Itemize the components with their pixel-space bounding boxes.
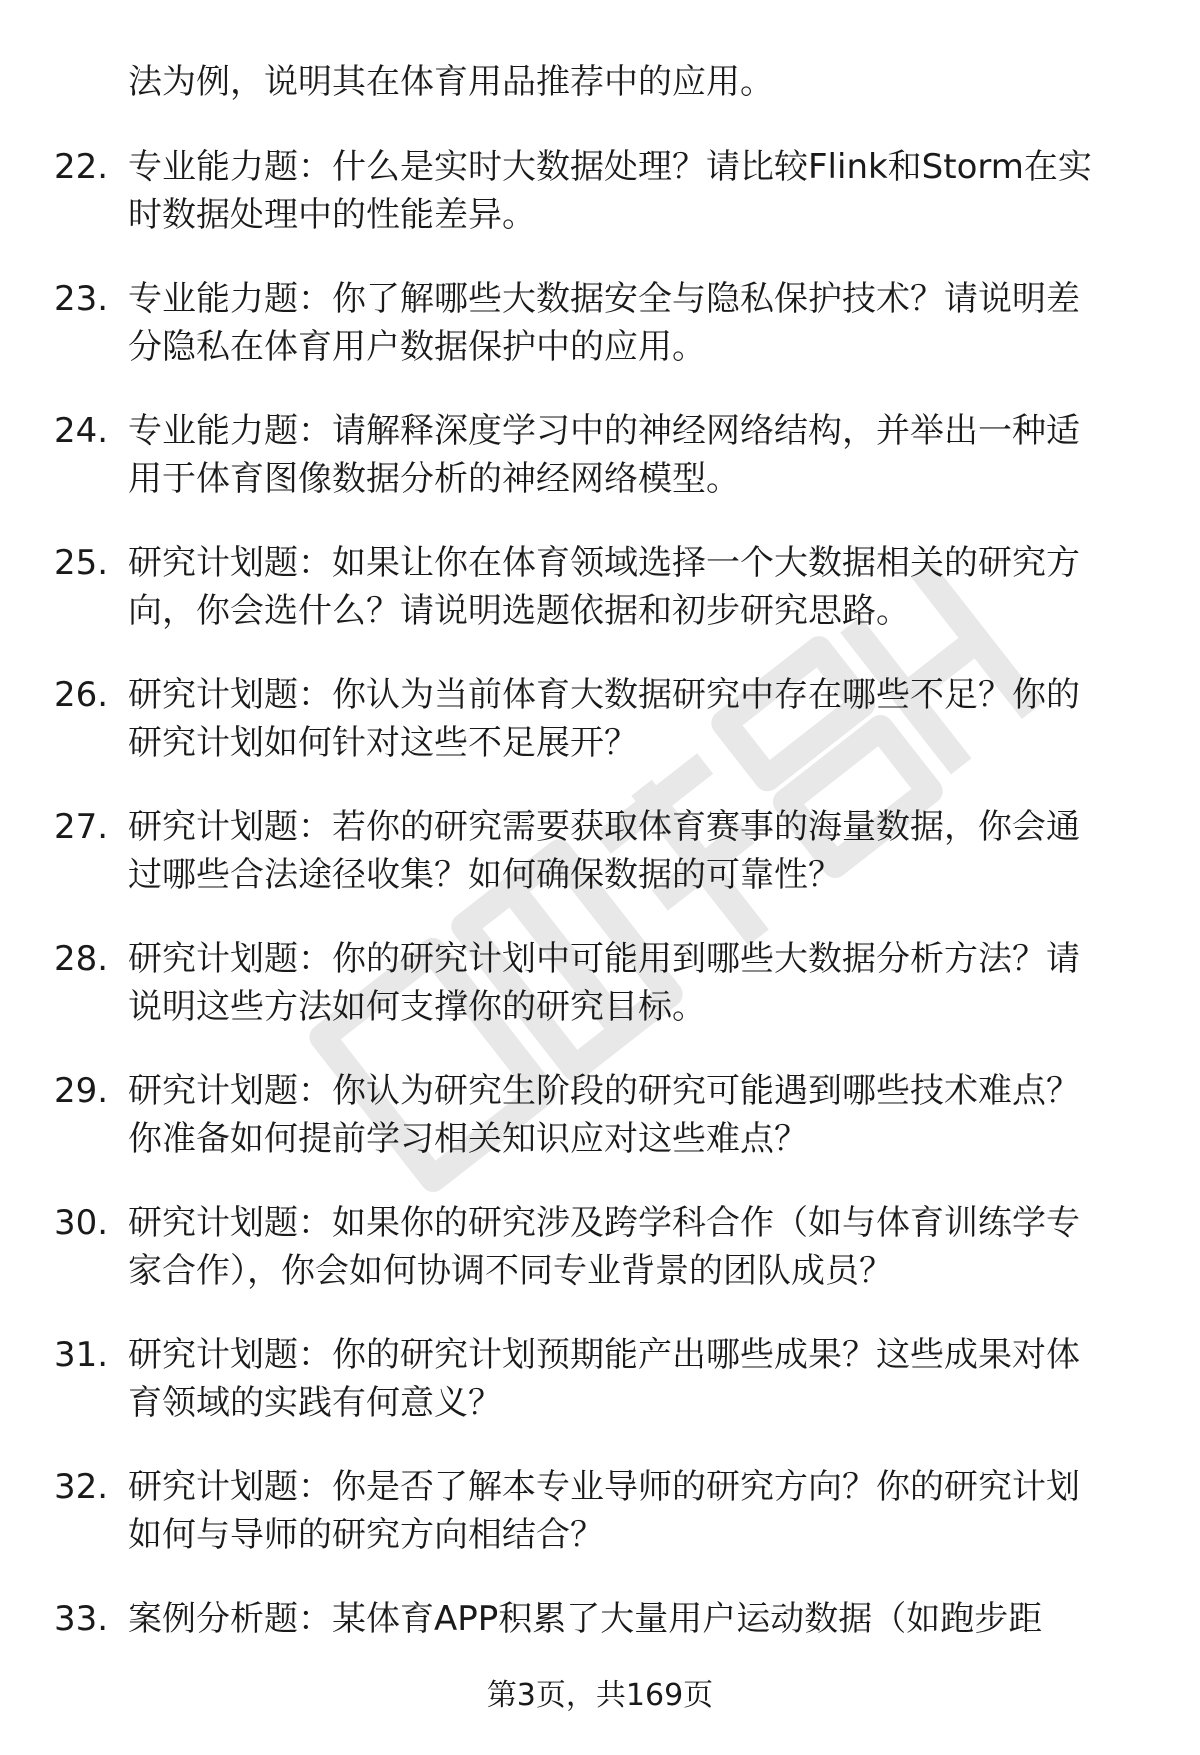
question-number: 31. — [54, 1335, 109, 1375]
question-item — [0, 1199, 1200, 1295]
question-text — [128, 407, 1138, 503]
question-text — [128, 275, 1138, 371]
question-text — [128, 1067, 1138, 1163]
question-item — [0, 539, 1200, 635]
question-text-line: 分隐私在体育用户数据保护中的应用。 — [128, 327, 706, 367]
question-item — [0, 1463, 1200, 1559]
question-text-line: 研究计划题：如果你的研究涉及跨学科合作（如与体育训练学专 — [128, 1203, 1080, 1243]
question-text-line: 说明这些方法如何支撑你的研究目标。 — [128, 987, 706, 1027]
question-text-line: 研究计划题：如果让你在体育领域选择一个大数据相关的研究方 — [128, 543, 1080, 583]
question-number: 32. — [54, 1467, 109, 1507]
question-text-line: 研究计划题：你认为研究生阶段的研究可能遇到哪些技术难点？ — [128, 1071, 1080, 1111]
question-text — [128, 803, 1138, 899]
question-text-line: 用于体育图像数据分析的神经网络模型。 — [128, 459, 740, 499]
question-item — [0, 1331, 1200, 1427]
question-text-line: 如何与导师的研究方向相结合？ — [128, 1515, 604, 1555]
question-number: 27. — [54, 807, 109, 847]
question-text-line: 你准备如何提前学习相关知识应对这些难点？ — [128, 1119, 808, 1159]
question-text-line: 时数据处理中的性能差异。 — [128, 195, 536, 235]
question-text — [128, 671, 1138, 767]
question-text-line: 育领域的实践有何意义？ — [128, 1383, 502, 1423]
question-text-line: 专业能力题：请解释深度学习中的神经网络结构，并举出一种适 — [128, 411, 1080, 451]
question-text-line: 研究计划题：你的研究计划预期能产出哪些成果？这些成果对体 — [128, 1335, 1080, 1375]
question-number: 26. — [54, 675, 109, 715]
question-text — [128, 935, 1138, 1031]
question-text-line: 研究计划题：你的研究计划中可能用到哪些大数据分析方法？请 — [128, 939, 1080, 979]
question-text-line: 研究计划题：若你的研究需要获取体育赛事的海量数据，你会通 — [128, 807, 1080, 847]
question-number: 24. — [54, 411, 109, 451]
question-item — [0, 407, 1200, 503]
question-text — [128, 1595, 1138, 1643]
question-text — [128, 143, 1138, 239]
question-item — [0, 803, 1200, 899]
question-text-line: 研究计划题：你认为当前体育大数据研究中存在哪些不足？你的 — [128, 675, 1080, 715]
question-text-line: 向，你会选什么？请说明选题依据和初步研究思路。 — [128, 591, 910, 631]
question-number: 30. — [54, 1203, 109, 1243]
question-text-line: 案例分析题：某体育APP积累了大量用户运动数据（如跑步距 — [128, 1599, 1043, 1639]
question-list — [0, 143, 1200, 1727]
question-text-line: 研究计划如何针对这些不足展开？ — [128, 723, 638, 763]
question-item — [0, 1067, 1200, 1163]
continuation-text: 法为例，说明其在体育用品推荐中的应用。 — [128, 62, 774, 102]
question-text-line: 家合作），你会如何协调不同专业背景的团队成员？ — [128, 1251, 893, 1291]
question-text — [128, 1331, 1138, 1427]
question-text — [128, 1199, 1138, 1295]
question-number: 25. — [54, 543, 109, 583]
question-text-line: 过哪些合法途径收集？如何确保数据的可靠性？ — [128, 855, 842, 895]
question-item — [0, 143, 1200, 239]
question-number: 33. — [54, 1599, 109, 1639]
page-footer: 第3页，共169页 — [486, 1678, 714, 1713]
question-text — [128, 1463, 1138, 1559]
question-item — [0, 275, 1200, 371]
question-text-line: 专业能力题：你了解哪些大数据安全与隐私保护技术？请说明差 — [128, 279, 1080, 319]
question-item — [0, 935, 1200, 1031]
question-number: 22. — [54, 147, 109, 187]
question-text — [128, 539, 1138, 635]
question-number: 23. — [54, 279, 109, 319]
question-text-line: 研究计划题：你是否了解本专业导师的研究方向？你的研究计划 — [128, 1467, 1080, 1507]
question-number: 29. — [54, 1071, 109, 1111]
question-text-line: 专业能力题：什么是实时大数据处理？请比较Flink和Storm在实 — [128, 147, 1092, 187]
question-item — [0, 671, 1200, 767]
question-number: 28. — [54, 939, 109, 979]
